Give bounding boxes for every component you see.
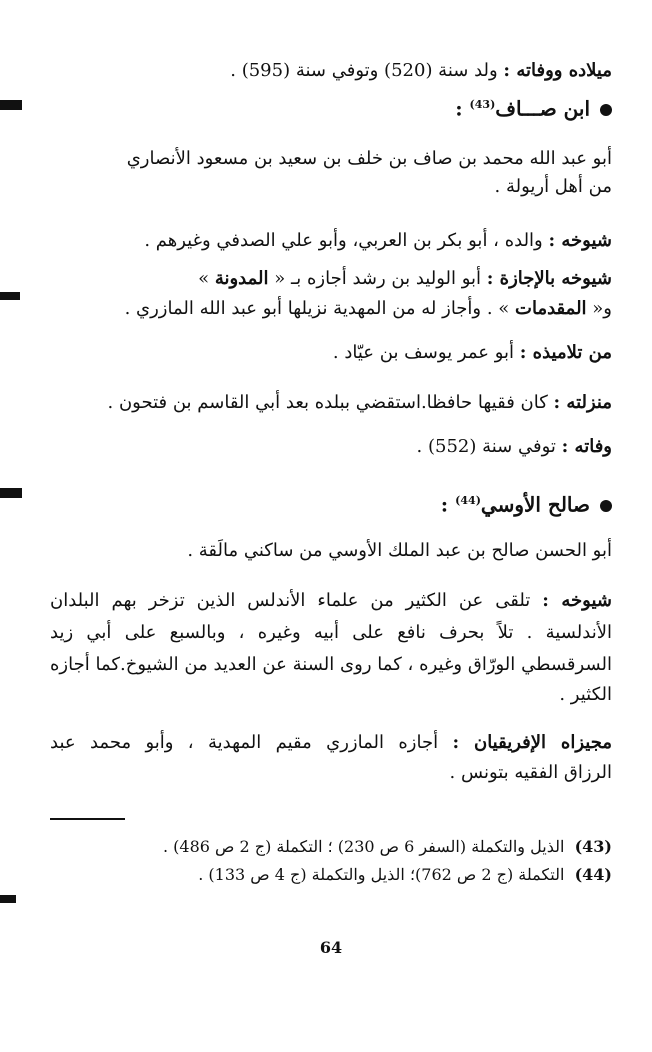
line-text: أبو الوليد بن رشد أجازه بـ «: [268, 268, 487, 289]
line-text: و«: [586, 298, 612, 319]
footnote-ref: (43): [469, 98, 496, 111]
footnote-43: [50, 834, 612, 860]
scan-mark: [0, 488, 22, 498]
field-label: مجيزاه الإفريقيان :: [452, 732, 612, 753]
death-line: [50, 434, 612, 460]
line-text: توفي سنة (552) .: [416, 436, 562, 457]
footnote-number: (43): [574, 837, 612, 856]
ijaza-line-2: [50, 296, 612, 322]
ijaza-line: [50, 266, 612, 292]
line-text: »: [198, 268, 215, 289]
field-label: شيوخه :: [542, 590, 612, 611]
line-text: السرقسطي الورّاق وغيره ، كما روى السنة عن العديد من الشيوخ.كما أجازه: [50, 654, 612, 675]
line-text: » . وأجاز له من المهدية نزيلها أبو عبد الله المازري .: [124, 298, 516, 319]
text-line: [50, 146, 612, 172]
footnote-ref: (44): [455, 494, 481, 507]
line-text: كان فقيها حافظا.استقضي ببلده بعد أبي القاسم بن فتحون .: [107, 392, 554, 413]
entry-heading-salih: [50, 488, 612, 518]
line-text: أبو الحسن صالح بن عبد الملك الأوسي من ساكني مالَقة .: [187, 540, 612, 561]
field-label: منزلته :: [553, 392, 612, 413]
line-text: أجازه المازري مقيم المهدية ، وأبو محمد عبد: [50, 732, 453, 753]
text-line: [50, 652, 612, 678]
footnote-44: [50, 862, 612, 888]
entry-heading-ibn-saf: [50, 92, 612, 122]
bullet-icon: [600, 104, 612, 116]
students-line: [50, 340, 612, 366]
ijaza-africa-line: [50, 730, 612, 756]
line-text: أبو عمر يوسف بن عيّاد .: [332, 342, 520, 363]
bullet-icon: [600, 500, 612, 512]
birth-death-line: [50, 58, 612, 84]
text-line: [50, 620, 612, 646]
entry-name: ابن صـــاف: [495, 96, 590, 121]
line-text: الرزاق الفقيه بتونس .: [449, 762, 612, 783]
text-line: [50, 538, 612, 564]
text-line: [50, 760, 612, 786]
teachers-line: [50, 588, 612, 614]
heading-colon: :: [440, 492, 456, 517]
scan-mark: [0, 895, 16, 903]
field-label: ميلاده ووفاته :: [503, 60, 612, 81]
footnote-rule: [50, 818, 125, 820]
field-label: من تلاميذه :: [519, 342, 612, 363]
field-label: شيوخه :: [548, 230, 612, 251]
teachers-line: [50, 228, 612, 254]
rank-line: [50, 390, 612, 416]
line-text: من أهل أريولة .: [494, 176, 612, 197]
text-line: [50, 682, 612, 708]
line-text: والده ، أبو بكر بن العربي، وأبو علي الصدفي وغيرهم .: [144, 230, 549, 251]
text-line: [50, 174, 612, 200]
line-text: ولد سنة (520) وتوفي سنة (595) .: [230, 60, 504, 81]
footnote-number: (44): [574, 865, 612, 884]
field-label: وفاته :: [561, 436, 612, 457]
line-text: تلقى عن الكثير من علماء الأندلس الذين تزخر بهم البلدان: [50, 590, 543, 611]
book-title: المقدمات: [515, 298, 587, 319]
entry-name: صالح الأوسي: [480, 492, 590, 517]
line-text: أبو عبد الله محمد بن صاف بن خلف بن سعيد بن مسعود الأنصاري: [126, 148, 612, 169]
line-text: الأندلسية . تلاً بحرف نافع على أبيه وغيره ، وبالسبع على أبي زيد: [50, 622, 612, 643]
scan-mark: [0, 292, 20, 300]
footnote-text: التكملة (ج 2 ص 762)؛ الذيل والتكملة (ج 4 ص 133) .: [198, 865, 565, 884]
page-number: 64: [319, 938, 343, 957]
heading-colon: :: [455, 96, 470, 121]
line-text: الكثير .: [559, 684, 612, 705]
scan-mark: [0, 100, 22, 110]
document-page: [50, 40, 612, 1040]
field-label: شيوخه بالإجازة :: [486, 268, 612, 289]
book-title: المدونة: [214, 268, 269, 289]
footnote-text: الذيل والتكملة (السفر 6 ص 230) ؛ التكملة (ج 2 ص 486) .: [162, 837, 565, 856]
